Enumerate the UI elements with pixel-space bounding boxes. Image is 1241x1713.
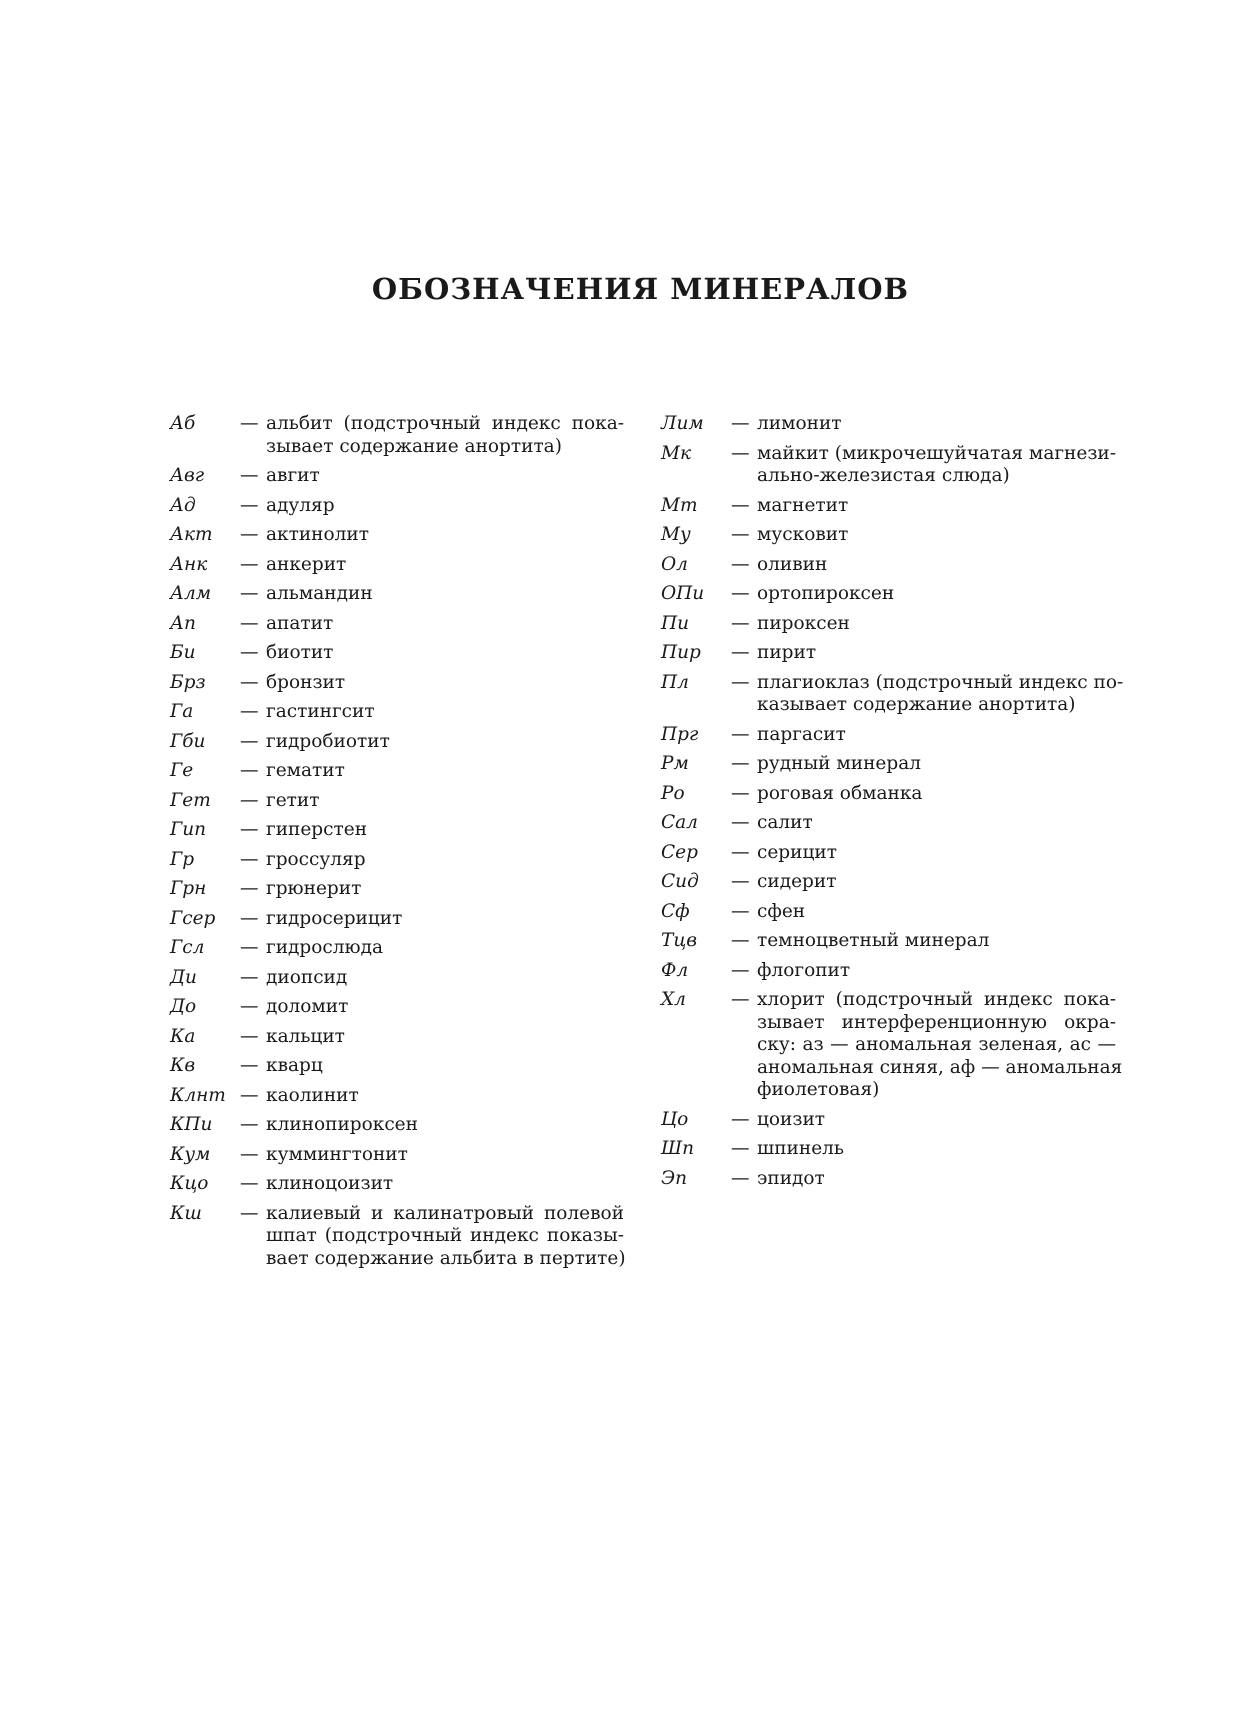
mineral-abbreviation: Алм [170,583,212,604]
description-line: шпинель [757,1138,844,1159]
mineral-entry [170,583,624,606]
entry-dash: — [731,753,750,774]
entry-dash: — [731,723,750,745]
mineral-entry [661,724,1116,747]
description-line: гидробиотит [266,730,390,752]
entry-dash: — [240,413,259,434]
description-line: сидерит [757,871,837,892]
description-line: сфен [757,900,806,922]
entry-dash: — [731,494,750,516]
mineral-entry [661,930,1116,953]
mineral-description [757,495,1116,518]
description-line: пироксен [757,612,850,634]
entry-dash: — [240,966,259,988]
description-line: фиолетовая) [757,1079,880,1100]
description-line: майкит (микрочешуйчатая магнези- [757,442,1116,464]
mineral-entry [170,996,624,1019]
mineral-description [757,671,1124,717]
mineral-abbreviation: Эп [661,1167,688,1189]
description-line: кальцит [266,1025,345,1047]
mineral-abbreviation: Сф [661,900,690,922]
mineral-abbreviation: Грн [170,878,207,899]
mineral-abbreviation: Га [170,701,194,722]
mineral-entry [661,583,1116,606]
entry-dash: — [731,871,750,892]
entry-dash: — [731,642,750,663]
entry-dash: — [731,583,750,604]
entry-dash: — [731,442,750,464]
entry-dash: — [731,413,750,434]
description-line: роговая обманка [757,782,923,804]
mineral-abbreviation: Сид [661,871,699,892]
entry-dash: — [240,1114,259,1135]
mineral-entry [170,1203,624,1271]
mineral-entry [661,613,1116,636]
mineral-abbreviation: Кв [170,1055,196,1076]
mineral-description [757,1168,1116,1191]
mineral-entry [170,849,624,872]
mineral-abbreviation: Рм [661,753,689,774]
description-line: альбит (подстрочный индекс пока- [266,413,624,434]
mineral-entry [661,753,1116,776]
mineral-description [757,613,1116,636]
mineral-abbreviation: Гет [170,789,211,811]
mineral-description [757,554,1116,577]
mineral-entry [170,413,624,458]
entry-dash: — [731,900,750,922]
mineral-entry [170,1085,624,1108]
entry-dash: — [240,1202,259,1224]
mineral-description [757,524,1116,547]
mineral-entry [661,413,1116,436]
description-line: ску: аз — аномальная зеленая, ас — [757,1034,1116,1055]
mineral-entry [661,524,1116,547]
description-line: эпидот [757,1167,825,1189]
mineral-description [266,524,624,547]
mineral-description [266,672,624,695]
description-line: аномальная синяя, аф — аномальная [757,1056,1123,1078]
description-line: доломит [266,996,349,1017]
mineral-entry [170,672,624,695]
mineral-abbreviation: Гр [170,848,195,870]
description-line: пирит [757,642,817,663]
entry-dash: — [731,671,750,693]
mineral-description [757,812,1116,835]
entry-dash: — [731,1108,750,1130]
entry-dash: — [240,1173,259,1194]
mineral-entry [170,819,624,842]
mineral-description [266,1173,624,1196]
mineral-entry [170,642,624,665]
description-line: мусковит [757,524,849,545]
mineral-entry [661,443,1116,488]
mineral-description [757,413,1116,436]
mineral-abbreviation: Фл [661,959,689,981]
mineral-description [266,1085,624,1108]
mineral-abbreviation: Ро [661,782,685,804]
entry-dash: — [731,1138,750,1159]
mineral-abbreviation: Гсл [170,937,205,958]
mineral-entry [170,701,624,724]
entry-dash: — [240,701,259,722]
mineral-entry [661,842,1116,865]
entry-dash: — [731,841,750,863]
mineral-description [757,753,1116,776]
mineral-entry [661,1168,1116,1191]
mineral-entry [170,1114,624,1137]
mineral-description [757,443,1116,488]
description-line: анкерит [266,553,347,575]
mineral-description [757,783,1116,806]
mineral-description [266,967,624,990]
mineral-abbreviation: Пл [661,671,689,693]
description-line: гроссуляр [266,848,366,870]
mineral-entry [661,989,1123,1102]
mineral-abbreviation: ОПи [661,583,705,604]
mineral-abbreviation: Хл [661,989,686,1010]
mineral-abbreviation: Брз [170,671,206,693]
mineral-entry [170,465,624,488]
mineral-abbreviation: Анк [170,553,208,575]
description-line: альмандин [266,583,373,604]
mineral-description [266,760,624,783]
mineral-abbreviation: Кум [170,1143,211,1165]
entry-dash: — [240,524,259,545]
description-line: гематит [266,760,345,781]
description-line: апатит [266,612,334,634]
mineral-description [266,937,624,960]
mineral-entry [661,783,1116,806]
mineral-description [266,413,624,458]
mineral-description [266,849,624,872]
mineral-abbreviation: Ге [170,760,194,781]
description-line: хлорит (подстрочный индекс пока- [757,989,1116,1010]
entry-dash: — [731,812,750,833]
mineral-entry [661,495,1116,518]
description-line: зывает интерференционную окра- [757,1011,1116,1033]
description-line: салит [757,812,813,833]
mineral-abbreviation: Гсер [170,907,216,929]
mineral-abbreviation: До [170,996,197,1017]
mineral-entry [661,1109,1116,1132]
mineral-entry [170,731,624,754]
description-line: каолинит [266,1084,359,1106]
mineral-description [266,908,624,931]
description-line: шпат (подстрочный индекс показы- [266,1225,624,1246]
mineral-description [757,1109,1116,1132]
description-line: плагиоклаз (подстрочный индекс по- [757,671,1124,693]
mineral-entry [661,901,1116,924]
mineral-abbreviation: Пир [661,642,701,663]
entry-dash: — [240,789,259,811]
mineral-abbreviation: Авг [170,465,205,486]
mineral-description [757,871,1116,894]
description-line: казывает содержание анортита) [757,694,1076,715]
description-line: ортопироксен [757,583,895,604]
entry-dash: — [240,583,259,604]
mineral-description [266,495,624,518]
description-line: кварц [266,1055,323,1076]
mineral-abbreviation: Му [661,524,691,545]
mineral-description [266,613,624,636]
mineral-abbreviation: КПи [170,1114,213,1135]
mineral-entry [661,960,1116,983]
mineral-description [757,583,1116,606]
mineral-entry [170,524,624,547]
entry-dash: — [240,1025,259,1047]
mineral-entry [170,760,624,783]
entry-dash: — [240,671,259,693]
mineral-entry [661,671,1124,717]
mineral-abbreviation: Ди [170,966,197,988]
description-line: лимонит [757,413,842,434]
mineral-entry [170,495,624,518]
description-line: ально-железистая слюда) [757,465,1010,486]
mineral-abbreviation: Мк [661,442,691,464]
mineral-entry [170,1026,624,1049]
mineral-description [757,989,1123,1102]
description-line: темноцветный минерал [757,930,990,951]
entry-dash: — [240,730,259,752]
mineral-abbreviation: Пи [661,612,690,634]
mineral-entry [661,1138,1116,1161]
mineral-abbreviation: Кш [170,1202,202,1224]
mineral-entry [661,871,1116,894]
mineral-description [266,878,624,901]
mineral-description [266,465,624,488]
mineral-description [266,790,624,813]
entry-dash: — [240,612,259,634]
entry-dash: — [731,930,750,951]
description-line: цоизит [757,1108,826,1130]
mineral-entry [170,1173,624,1196]
mineral-abbreviation: Кцо [170,1173,209,1194]
description-line: калиевый и калинатровый полевой [266,1202,624,1224]
description-line: куммингтонит [266,1143,408,1165]
mineral-abbreviation: Ап [170,612,196,634]
mineral-description [757,642,1116,665]
mineral-description [266,554,624,577]
mineral-abbreviation: Прг [661,723,699,745]
description-line: диопсид [266,966,348,988]
entry-dash: — [731,524,750,545]
entry-dash: — [240,1055,259,1076]
mineral-description [757,930,1116,953]
entry-dash: — [240,878,259,899]
description-line: биотит [266,642,334,663]
mineral-description [757,1138,1116,1161]
mineral-description [266,1055,624,1078]
mineral-abbreviation: Ка [170,1025,196,1047]
mineral-entry [170,967,624,990]
description-line: актинолит [266,524,369,545]
mineral-abbreviation: Шп [661,1138,695,1159]
description-line: грюнерит [266,878,362,899]
mineral-abbreviation: Тцв [661,930,698,951]
mineral-description [757,901,1116,924]
entry-dash: — [240,848,259,870]
mineral-entry [170,937,624,960]
mineral-abbreviation: Цо [661,1108,689,1130]
mineral-abbreviation: Сал [661,812,698,833]
mineral-description [266,1203,624,1271]
mineral-description [266,731,624,754]
mineral-entry [661,642,1116,665]
mineral-abbreviation: Сер [661,841,698,863]
entry-dash: — [240,553,259,575]
description-line: авгит [266,465,320,486]
mineral-description [266,583,624,606]
description-line: оливин [757,553,828,575]
mineral-abbreviation: Клнт [170,1084,226,1106]
description-line: рудный минерал [757,753,922,774]
entry-dash: — [240,1143,259,1165]
mineral-description [266,701,624,724]
description-line: гастингсит [266,701,375,722]
mineral-description [266,819,624,842]
description-line: гетит [266,789,320,811]
entry-dash: — [240,760,259,781]
mineral-description [266,1026,624,1049]
mineral-abbreviation: Акт [170,524,213,545]
right-column [661,413,1124,1197]
entry-dash: — [731,782,750,804]
description-line: зывает содержание анортита) [266,435,562,457]
description-line: серицит [757,841,837,863]
description-line: адуляр [266,494,335,516]
mineral-description [266,642,624,665]
mineral-entry [170,613,624,636]
mineral-abbreviation: Аб [170,413,196,434]
entry-dash: — [240,907,259,929]
mineral-abbreviation: Гип [170,819,207,840]
mineral-entry [661,554,1116,577]
description-line: гиперстен [266,819,368,840]
entry-dash: — [240,819,259,840]
entry-dash: — [731,989,750,1010]
entry-dash: — [240,494,259,516]
mineral-description [757,960,1116,983]
entry-dash: — [731,1167,750,1189]
entry-dash: — [240,465,259,486]
entry-dash: — [240,642,259,663]
mineral-abbreviation: Мт [661,494,698,516]
mineral-abbreviation: Ад [170,494,196,516]
description-line: клиноцоизит [266,1173,394,1194]
entry-dash: — [240,996,259,1017]
mineral-entry [170,878,624,901]
entry-dash: — [731,612,750,634]
entry-dash: — [731,553,750,575]
mineral-entry [170,790,624,813]
mineral-entry [170,1144,624,1167]
mineral-description [266,996,624,1019]
mineral-abbreviation: Ол [661,553,688,575]
description-line: флогопит [757,959,851,981]
description-line: бронзит [266,671,346,693]
mineral-description [757,842,1116,865]
description-line: гидросерицит [266,907,403,929]
mineral-entry [170,1055,624,1078]
description-line: паргасит [757,723,846,745]
entry-dash: — [240,937,259,958]
mineral-abbreviation: Лим [661,413,704,434]
entry-dash: — [240,1084,259,1106]
mineral-description [266,1144,624,1167]
left-column [170,413,624,1277]
mineral-entry [170,908,624,931]
mineral-abbreviation: Гби [170,730,206,752]
mineral-description [266,1114,624,1137]
description-line: магнетит [757,494,849,516]
description-line: клинопироксен [266,1114,418,1135]
entry-dash: — [731,959,750,981]
description-line: гидрослюда [266,937,384,958]
description-line: вает содержание альбита в пертите) [266,1247,626,1269]
page-title: ОБОЗНАЧЕНИЯ МИНЕРАЛОВ [371,272,910,306]
mineral-description [757,724,1116,747]
mineral-entry [661,812,1116,835]
mineral-abbreviation: Би [170,642,196,663]
mineral-entry [170,554,624,577]
